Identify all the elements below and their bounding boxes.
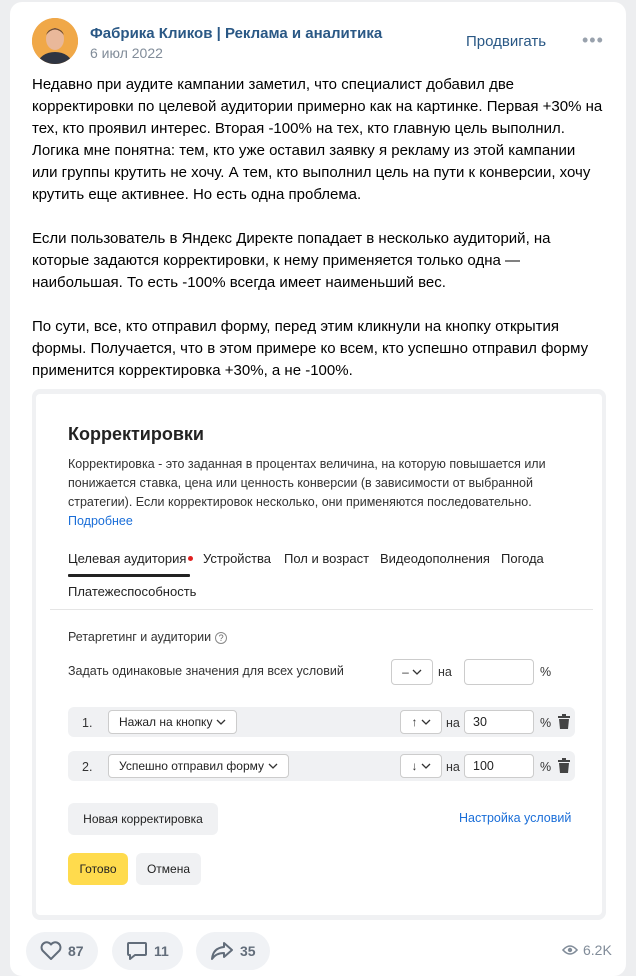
section-label-text: Ретаргетинг и аудитории bbox=[68, 630, 212, 644]
share-button[interactable] bbox=[196, 932, 270, 970]
likes-count: 87 bbox=[68, 943, 84, 959]
tab-target-audience[interactable] bbox=[68, 551, 193, 566]
active-tab-indicator bbox=[68, 574, 190, 577]
chevron-down-icon bbox=[268, 763, 278, 769]
heart-icon bbox=[40, 941, 62, 961]
set-all-value-input[interactable] bbox=[464, 659, 534, 685]
trash-icon[interactable] bbox=[557, 714, 571, 730]
views-count: 6.2K bbox=[583, 942, 612, 958]
post-paragraph: По сути, все, кто отправил форму, перед этим кликнули на кнопку открытия формы. Получается, что в этом примере ко всем, кто успешно отправил форму применится корректировка +30%, а не -100%. bbox=[32, 318, 589, 379]
chevron-down-icon bbox=[421, 719, 431, 725]
tab-video-extensions[interactable]: Видеодополнения bbox=[380, 551, 490, 566]
tab-solvency[interactable]: Платежеспособность bbox=[68, 584, 197, 599]
avatar[interactable] bbox=[32, 18, 78, 64]
avatar-photo bbox=[32, 18, 78, 64]
chevron-down-icon bbox=[412, 669, 422, 675]
percent-label: % bbox=[540, 665, 552, 679]
like-button[interactable] bbox=[26, 932, 98, 970]
post-text bbox=[32, 74, 604, 404]
promote-button[interactable]: Продвигать bbox=[466, 33, 547, 50]
percent-label: % bbox=[540, 760, 552, 774]
direction-value: ↓ bbox=[411, 759, 418, 773]
tab-label: Целевая аудитория bbox=[68, 551, 187, 566]
comments-count: 11 bbox=[154, 943, 169, 959]
direction-select[interactable] bbox=[400, 710, 442, 734]
post-paragraph: Недавно при аудите кампании заметил, что специалист добавил две корректировки по целевой аудитории примерно как на картинке. Первая +30% на тех, кто проявил интерес. Вторая -100% на тех, кто главную цель выполнил. Логика мне понятна: тем, кто уже оставил заявку я рекламу из этой кампании или группы крутить не хочу. А тем, кто выполнил цель на пути к конверсии, хочу крутить еще активнее. Но есть одна проблема. bbox=[32, 76, 603, 203]
description-text: Корректировка - это заданная в процентах величина, на которую повышается или понижается ставка, цена или ценность конверсии (в зависимости от выбранной стратегии). Если корректировок несколько, они применяются последовательно. bbox=[68, 457, 546, 509]
section-label bbox=[68, 630, 227, 644]
tab-gender-age[interactable]: Пол и возраст bbox=[284, 551, 370, 566]
direction-value: ↑ bbox=[411, 715, 418, 729]
condition-select[interactable] bbox=[108, 754, 289, 778]
tab-weather[interactable]: Погода bbox=[501, 551, 544, 566]
post-date[interactable]: 6 июл 2022 bbox=[90, 45, 163, 61]
panel-title: Корректировки bbox=[68, 424, 205, 444]
shares-count: 35 bbox=[240, 943, 256, 959]
divider bbox=[50, 609, 593, 610]
screenshot-panel bbox=[36, 394, 602, 915]
na-label: на bbox=[446, 760, 460, 774]
percent-label: % bbox=[540, 716, 552, 730]
new-correction-button[interactable]: Новая корректировка bbox=[68, 803, 218, 835]
value-input[interactable]: 100 bbox=[464, 754, 534, 778]
set-all-sign-select[interactable] bbox=[391, 659, 433, 685]
post-card bbox=[10, 2, 626, 976]
direction-select[interactable] bbox=[400, 754, 442, 778]
more-horizontal-icon[interactable]: ••• bbox=[582, 30, 604, 50]
chevron-down-icon bbox=[421, 763, 431, 769]
condition-select[interactable] bbox=[108, 710, 237, 734]
settings-link[interactable]: Настройка условий bbox=[459, 811, 572, 825]
trash-icon[interactable] bbox=[557, 758, 571, 774]
author-name[interactable]: Фабрика Кликов | Реклама и аналитика bbox=[90, 25, 383, 42]
condition-value: Нажал на кнопку bbox=[119, 715, 213, 729]
post-paragraph: Если пользователь в Яндекс Директе попадает в несколько аудиторий, на которые задаются корректировки, к нему применяется только одна — наибольшая. То есть -100% всегда имеет наименьший вес. bbox=[32, 230, 551, 291]
notification-dot bbox=[188, 556, 193, 561]
comment-icon bbox=[126, 941, 148, 961]
cancel-button[interactable]: Отмена bbox=[136, 853, 201, 885]
done-button[interactable]: Готово bbox=[68, 853, 128, 885]
help-icon[interactable]: ? bbox=[215, 632, 227, 644]
value-input[interactable]: 30 bbox=[464, 710, 534, 734]
views-counter bbox=[562, 942, 612, 958]
condition-value: Успешно отправил форму bbox=[119, 759, 265, 773]
share-icon bbox=[210, 941, 234, 961]
na-label: на bbox=[446, 716, 460, 730]
chevron-down-icon bbox=[216, 719, 226, 725]
row-number: 2. bbox=[82, 760, 93, 774]
na-label: на bbox=[438, 665, 452, 679]
row-number: 1. bbox=[82, 716, 93, 730]
sign-value: – bbox=[402, 665, 409, 679]
more-link[interactable]: Подробнее bbox=[68, 514, 133, 528]
comment-button[interactable] bbox=[112, 932, 183, 970]
tab-devices[interactable]: Устройства bbox=[203, 551, 272, 566]
panel-description bbox=[68, 455, 568, 531]
set-all-label: Задать одинаковые значения для всех условий bbox=[68, 664, 344, 678]
eye-icon bbox=[562, 944, 578, 956]
